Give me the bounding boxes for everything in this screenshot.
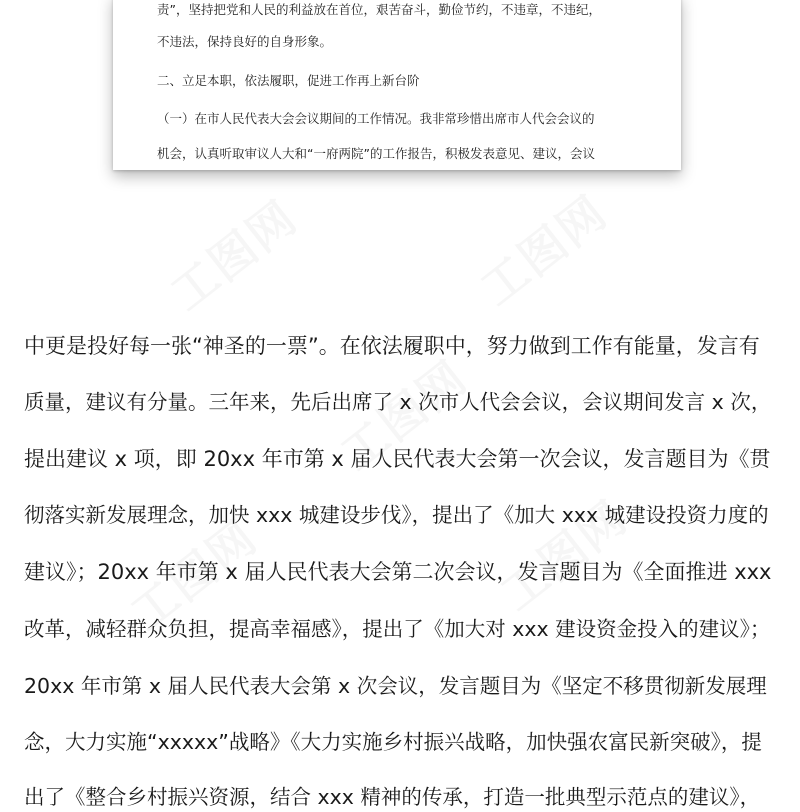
body-line: 念，大力实施“xxxxx”战略》《大力实施乡村振兴战略，加快强农富民新突破》，提 (24, 730, 762, 754)
preview-heading: 二、立足本职，依法履职，促进工作再上新台阶 (157, 73, 420, 88)
body-line: 中更是投好每一张“神圣的一票”。在依法履职中，努力做到工作有能量，发言有 (24, 334, 760, 358)
preview-line: 责”，坚持把党和人民的利益放在首位，艰苦奋斗，勤俭节约，不违章，不违纪， (157, 2, 601, 17)
preview-line: （一）在市人民代表大会会议期间的工作情况。我非常珍惜出席市人代会会议的 (157, 111, 595, 126)
body-line: 质量，建议有分量。三年来，先后出席了 x 次市人代会会议，会议期间发言 x 次， (24, 390, 772, 414)
body-line: 出了《整合乡村振兴资源，结合 xxx 精神的传承，打造一批典型示范点的建议》， (24, 785, 761, 809)
body-line: 20xx 年市第 x 届人民代表大会第 x 次会议，发言题目为《坚定不移贯彻新发展理 (24, 674, 767, 698)
body-line: 提出建议 x 项，即 20xx 年市第 x 届人民代表大会第一次会议，发言题目为《贯 (24, 447, 771, 471)
body-line: 改革，减轻群众负担，提高幸福感》，提出了《加大对 xxx 建设资金投入的建议》； (24, 617, 771, 641)
body-line: 彻落实新发展理念，加快 xxx 城建设步伐》，提出了《加大 xxx 城建设投资力度的 (24, 503, 769, 527)
body-line: 建议》；20xx 年市第 x 届人民代表大会第二次会议，发言题目为《全面推进 xxx (24, 560, 772, 584)
preview-line: 不违法，保持良好的自身形象。 (157, 34, 333, 49)
watermark (155, 183, 309, 324)
document-preview-card (113, 0, 681, 170)
watermark (465, 178, 619, 319)
preview-line: 机会，认真听取审议人大和“一府两院”的工作报告，积极发表意见、建议，会议 (157, 146, 595, 161)
